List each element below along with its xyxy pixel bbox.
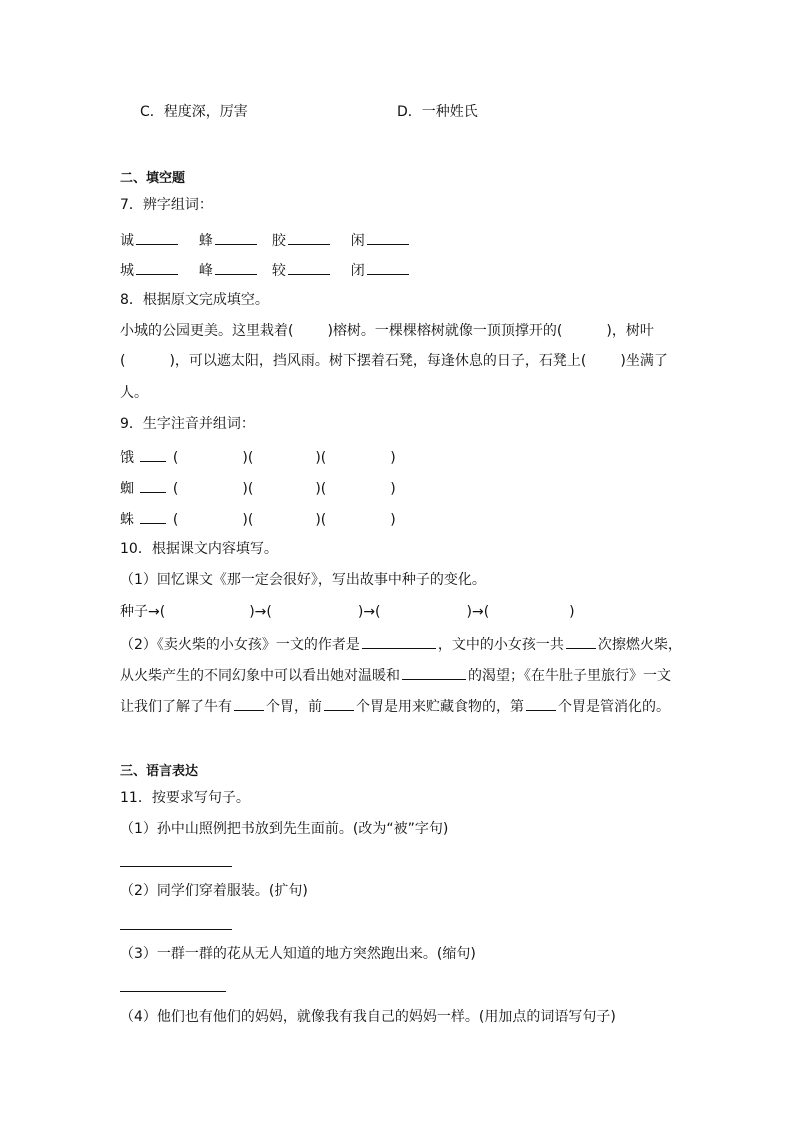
answer-blank[interactable] — [566, 634, 596, 649]
q8-text: )，可以遮太阳，挡风雨。树下摆着石凳，每逢休息的日子，石凳上( — [169, 353, 587, 369]
q8-line-2 — [120, 352, 668, 370]
q7-char: 较 — [271, 263, 286, 279]
q9-text: )( — [315, 450, 327, 466]
q9-char: 蜘 — [120, 481, 134, 497]
answer-blank[interactable] — [136, 230, 178, 245]
q7-row-2 — [120, 260, 411, 280]
q9-char: 蛛 — [120, 512, 134, 528]
q11-stem: 11．按要求写句子。 — [120, 790, 250, 806]
q9-stem: 9．生字注音并组词： — [120, 416, 255, 432]
q10-text: ) — [569, 604, 575, 620]
q10-sub-2-line-2 — [120, 665, 671, 685]
section-title-expression: 三、语言表达 — [120, 764, 199, 779]
answer-line[interactable] — [120, 866, 232, 867]
section-title-fill-in: 二、填空题 — [120, 171, 186, 186]
q7-char: 峰 — [198, 263, 213, 279]
q9-char: 饿 — [120, 450, 134, 466]
q9-text: ( — [172, 512, 179, 528]
answer-blank[interactable] — [288, 230, 330, 245]
pinyin-blank[interactable] — [140, 478, 166, 493]
pinyin-blank[interactable] — [140, 509, 166, 524]
q9-text: ( — [172, 450, 179, 466]
q10-sub-1: （1）回忆课文《那一定会很好》，写出故事中种子的变化。 — [120, 572, 486, 588]
q11-sub-2: （2）同学们穿着服装。(扩句) — [120, 883, 308, 899]
q11-sub-4: （4）他们也有他们的妈妈，就像我有我自己的妈妈一样。(用加点的词语写句子) — [120, 1009, 616, 1025]
q10-text: 次擦燃火柴， — [597, 637, 682, 653]
q9-text: ( — [172, 481, 179, 497]
answer-blank[interactable] — [402, 665, 466, 680]
q10-text: )→( — [357, 604, 381, 620]
q7-char: 胶 — [271, 233, 286, 249]
q7-char: 城 — [120, 263, 134, 279]
q8-text: ( — [120, 353, 126, 369]
answer-blank[interactable] — [136, 260, 178, 275]
q10-text: 种子→( — [120, 604, 166, 620]
q9-row — [120, 478, 396, 498]
q10-sub-2-line-1 — [120, 634, 682, 654]
answer-blank[interactable] — [215, 260, 257, 275]
q10-text: 个胃是管消化的。 — [558, 699, 670, 715]
q10-text: ，文中的小女孩一共 — [437, 637, 564, 653]
q7-char: 诚 — [120, 233, 134, 249]
q8-line-3: 人。 — [120, 385, 148, 401]
q10-stem: 10．根据课文内容填写。 — [120, 541, 278, 557]
q9-text: ) — [390, 450, 396, 466]
q10-text: 个胃，前 — [266, 699, 322, 715]
q9-text: )( — [315, 512, 327, 528]
q11-sub-3: （3）一群一群的花从无人知道的地方突然跑出来。(缩句) — [120, 946, 476, 962]
answer-blank[interactable] — [367, 260, 409, 275]
q10-sub-2-line-3 — [120, 696, 670, 716]
option-d: D．一种姓氏 — [397, 104, 478, 120]
q9-text: )( — [242, 481, 254, 497]
q8-line-1 — [120, 322, 654, 340]
q10-text: 个胃是用来贮藏食物的，第 — [356, 699, 524, 715]
q7-char: 蜂 — [198, 233, 213, 249]
q10-text: )→( — [466, 604, 490, 620]
q7-char: 闭 — [350, 263, 365, 279]
answer-line[interactable] — [120, 991, 226, 992]
q9-text: )( — [242, 450, 254, 466]
answer-blank[interactable] — [324, 696, 354, 711]
q9-row — [120, 447, 396, 467]
q9-text: )( — [242, 512, 254, 528]
q7-char: 闲 — [350, 233, 365, 249]
q10-text: )→( — [249, 604, 272, 620]
answer-blank[interactable] — [526, 696, 556, 711]
q8-text: )，树叶 — [606, 323, 654, 339]
q9-text: ) — [390, 512, 396, 528]
q8-text: )坐满了 — [620, 353, 668, 369]
q8-stem: 8．根据原文完成填空。 — [120, 292, 269, 308]
q10-text: 的渴望；《在牛肚子里旅行》一文 — [468, 668, 671, 684]
q10-text: （2）《卖火柴的小女孩》一文的作者是 — [120, 637, 360, 653]
q7-row-1 — [120, 230, 411, 250]
pinyin-blank[interactable] — [140, 447, 166, 462]
q8-text: )榕树。一棵棵榕树就像一顶顶撑开的( — [327, 323, 563, 339]
answer-blank[interactable] — [234, 696, 264, 711]
q10-seed-chain — [120, 603, 575, 621]
q9-text: )( — [315, 481, 327, 497]
q7-stem: 7．辨字组词： — [120, 197, 213, 213]
option-c: C．程度深，厉害 — [140, 104, 248, 120]
q8-text: 小城的公园更美。这里栽着( — [120, 323, 294, 339]
answer-blank[interactable] — [288, 260, 330, 275]
q11-sub-1: （1）孙中山照例把书放到先生面前。(改为“被”字句) — [120, 821, 449, 837]
q10-text: 从火柴产生的不同幻象中可以看出她对温暖和 — [120, 668, 400, 684]
answer-line[interactable] — [120, 929, 232, 930]
answer-blank[interactable] — [362, 634, 436, 649]
q9-row — [120, 509, 396, 529]
answer-blank[interactable] — [215, 230, 257, 245]
answer-blank[interactable] — [367, 230, 409, 245]
q10-text: 让我们了解了牛有 — [120, 699, 232, 715]
q9-text: ) — [390, 481, 396, 497]
